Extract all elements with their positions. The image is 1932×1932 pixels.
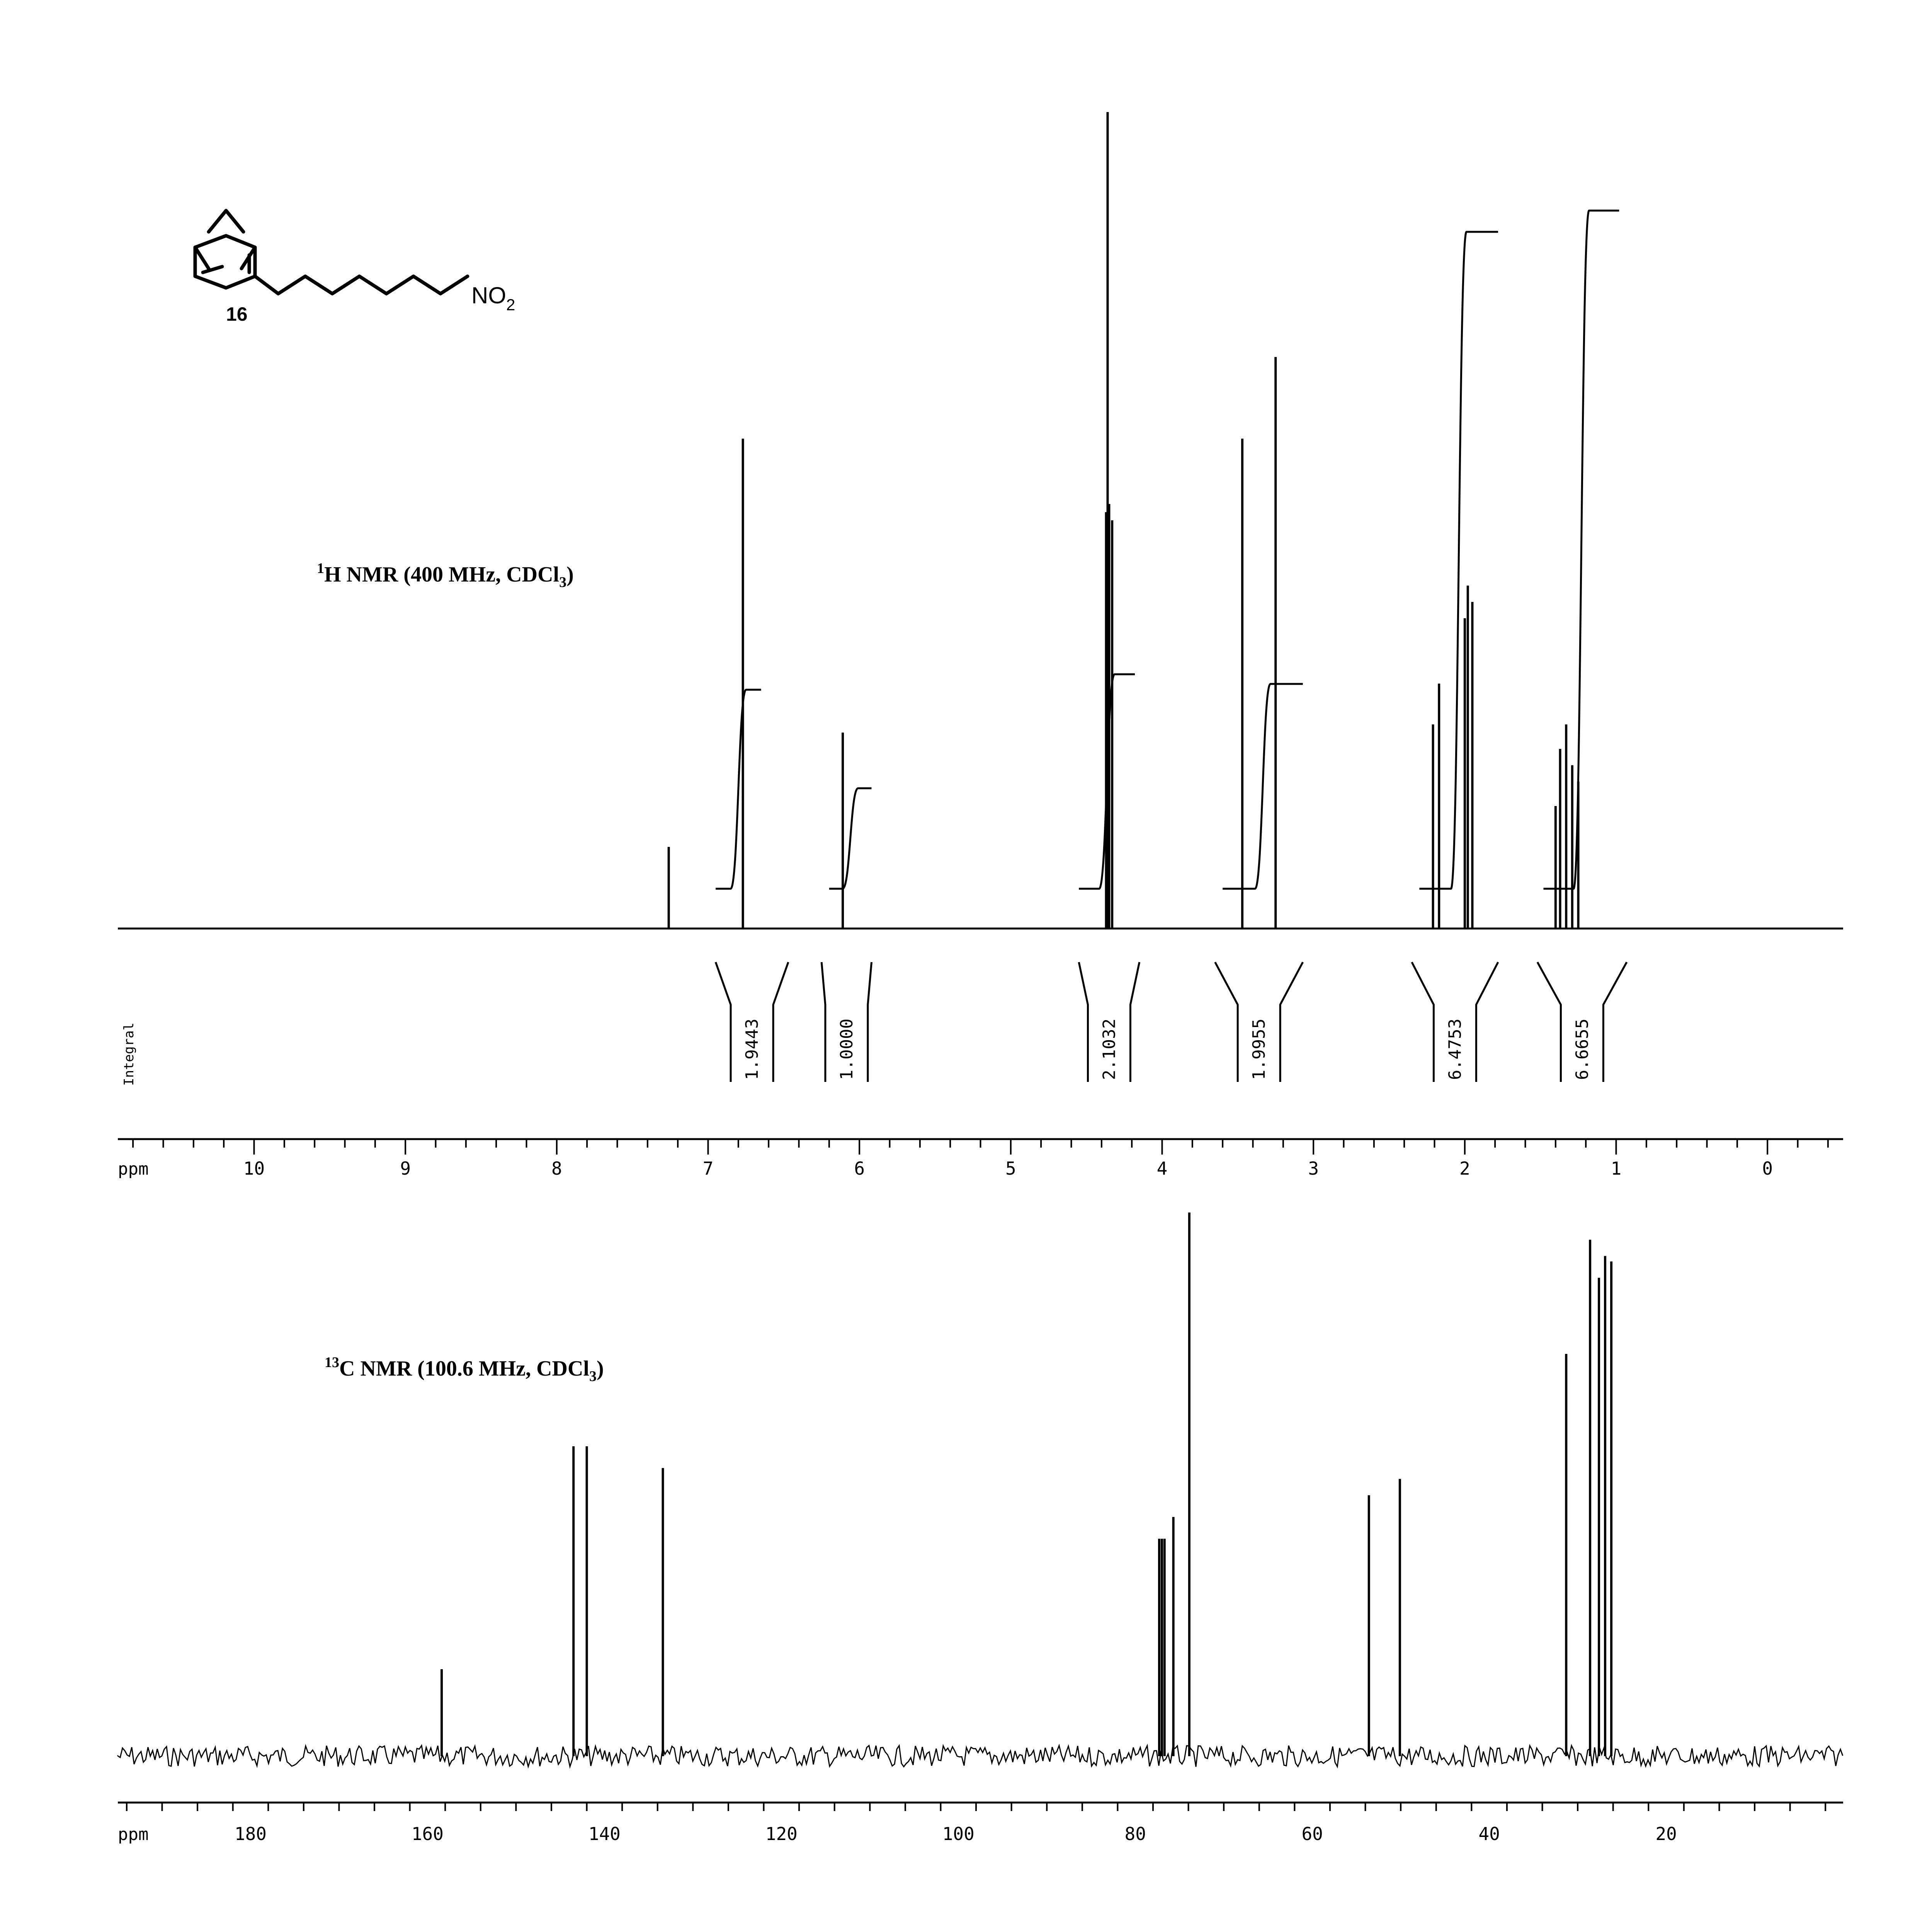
h-integral-value: 6.4753 [1445, 1019, 1465, 1080]
c-axis-tick-label: 180 [234, 1823, 267, 1844]
h-integral-value: 2.1032 [1099, 1019, 1119, 1080]
c-axis-tick-label: 20 [1655, 1823, 1677, 1844]
h-axis-tick-label: 7 [702, 1158, 714, 1179]
h-integral-curve [1223, 684, 1303, 889]
h-axis-tick-label: 6 [854, 1158, 865, 1179]
c-axis-tick-label: 140 [588, 1823, 621, 1844]
c-axis-tick-label: 160 [411, 1823, 444, 1844]
c-axis-unit-label: ppm [118, 1825, 149, 1844]
bridge-methylene [209, 211, 243, 232]
c-axis-tick-label: 120 [765, 1823, 798, 1844]
c-baseline-noise [118, 1746, 1843, 1767]
h-integral-curve [829, 788, 872, 889]
compound-number: 16 [226, 303, 248, 325]
h-integral-value: 6.6655 [1572, 1019, 1592, 1080]
h-integral-brackets [716, 962, 1627, 1082]
h-axis-tick-label: 10 [243, 1158, 265, 1179]
h-axis-tick-label: 2 [1459, 1158, 1470, 1179]
c-nmr-axis [118, 1803, 1843, 1844]
alkyl-chain [255, 276, 468, 294]
h-axis-tick-label: 4 [1156, 1158, 1168, 1179]
h-nmr-spectrum [118, 112, 1843, 929]
c-nmr-spectrum [118, 1213, 1843, 1767]
bicyclic-ring-top [195, 236, 255, 269]
h-integral-value: 1.9443 [742, 1019, 762, 1080]
structure-drawing [195, 211, 468, 294]
c-axis-tick-label: 80 [1124, 1823, 1146, 1844]
bicyclic-ring-bottom [195, 247, 255, 288]
h-integral-value: 1.9955 [1249, 1019, 1269, 1080]
integral-axis-label: Integral [121, 1022, 137, 1086]
h-integral-curve [716, 690, 761, 889]
h-axis-tick-label: 1 [1611, 1158, 1622, 1179]
h-nmr-axis [118, 1139, 1843, 1179]
h-nmr-title: $^1$H NMR (400 MHz, CDCl$_3$) [317, 560, 574, 590]
nitro-group-label: $NO_2$ [471, 282, 515, 314]
h-axis-tick-label: 3 [1308, 1158, 1319, 1179]
c-axis-tick-label: 60 [1301, 1823, 1323, 1844]
h-axis-tick-label: 0 [1762, 1158, 1773, 1179]
c-axis-tick-label: 100 [942, 1823, 975, 1844]
h-axis-unit-label: ppm [118, 1159, 149, 1179]
c-axis-tick-label: 40 [1478, 1823, 1500, 1844]
double-bond-left [203, 267, 222, 272]
h-axis-tick-label: 9 [400, 1158, 411, 1179]
c-nmr-title: $^{13}$C NMR (100.6 MHz, CDCl$_3$) [325, 1354, 604, 1384]
h-integral-value: 1.0000 [837, 1019, 857, 1080]
h-integral-curve [1544, 211, 1619, 889]
h-axis-tick-label: 8 [551, 1158, 562, 1179]
h-integral-curve [1419, 232, 1498, 889]
h-axis-tick-label: 5 [1005, 1158, 1016, 1179]
h-integral-curves [716, 211, 1619, 889]
